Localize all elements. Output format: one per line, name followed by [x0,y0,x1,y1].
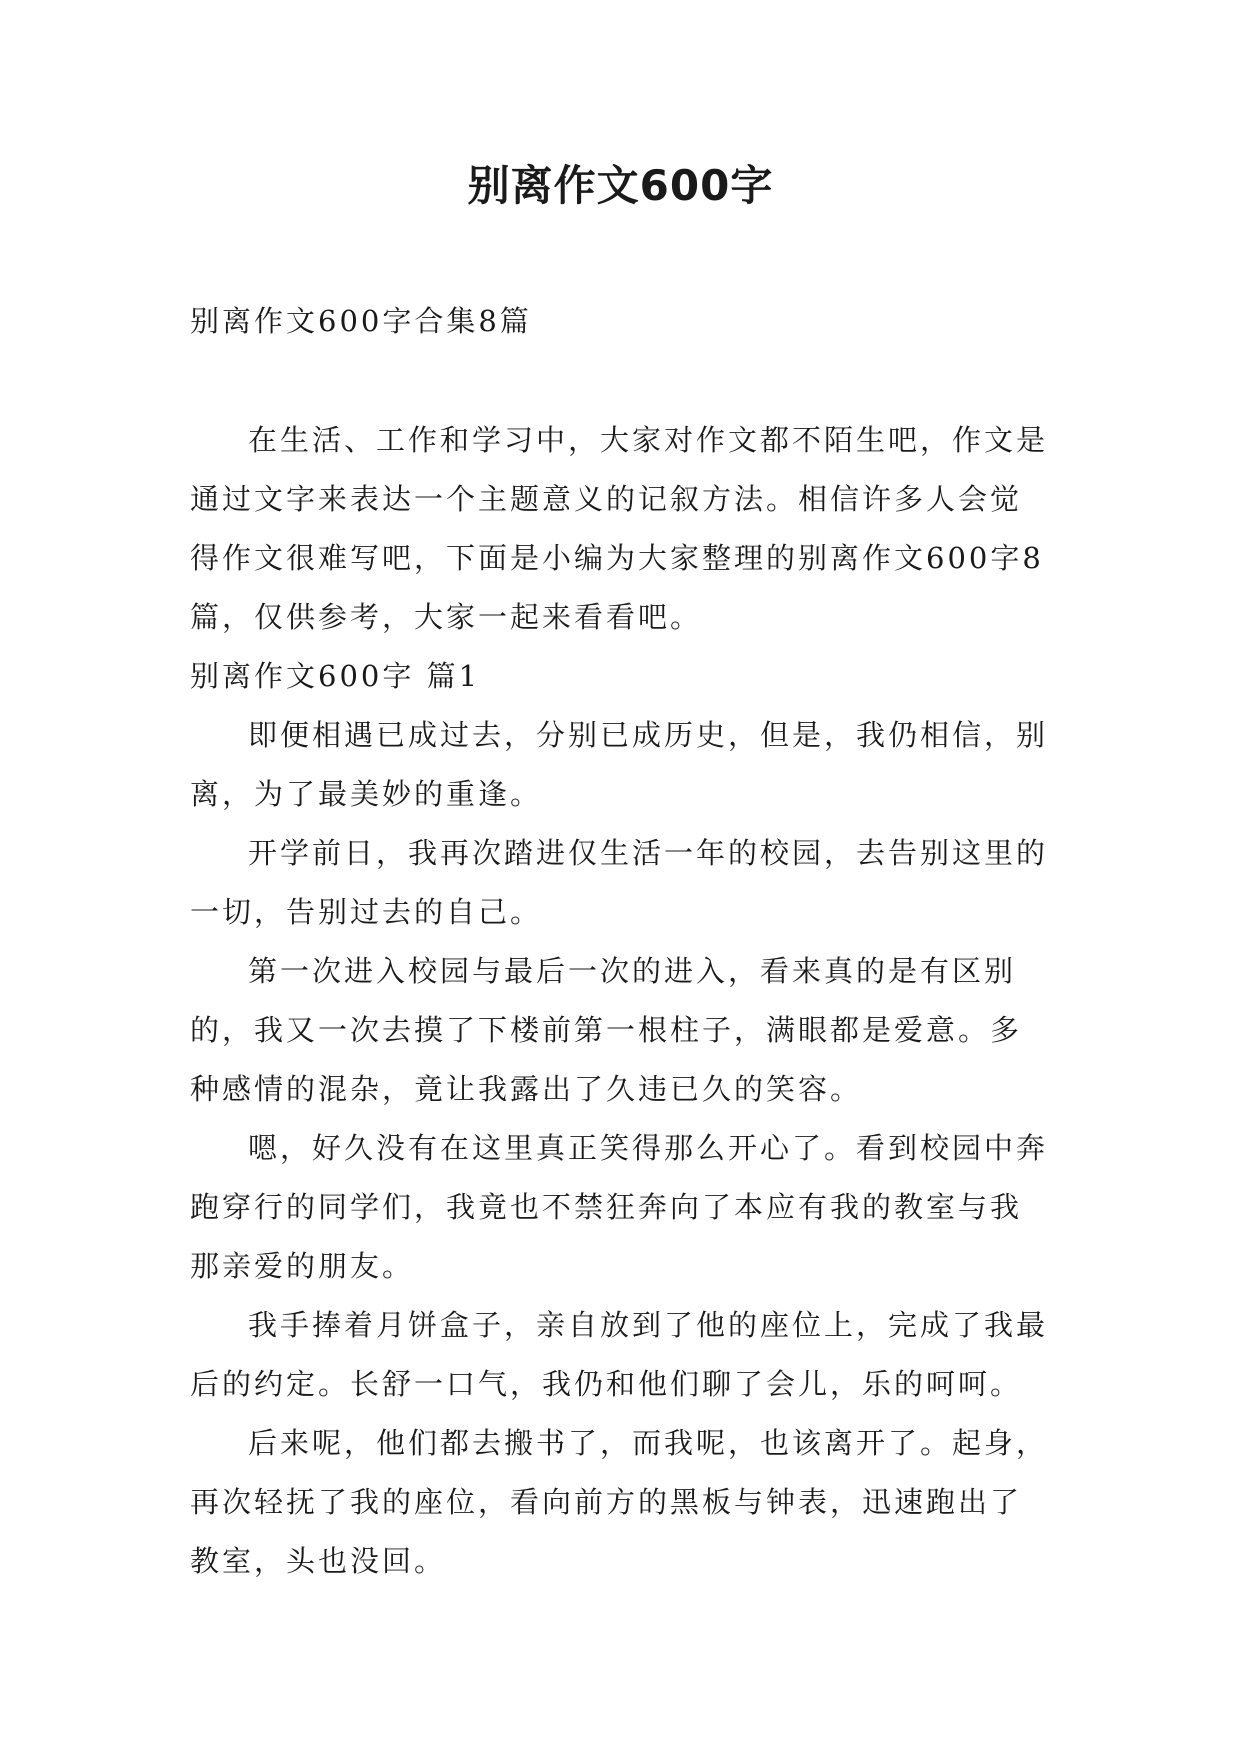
document-subtitle: 别离作文600字合集8篇 [190,304,532,338]
body-paragraph: 即便相遇已成过去，分别已成历史，但是，我仍相信，别离，为了最美妙的重逢。 [190,718,1049,811]
intro-paragraph: 在生活、工作和学习中，大家对作文都不陌生吧，作文是通过文字来表达一个主题意义的记叙方法。相信许多人会觉得作文很难写吧，下面是小编为大家整理的别离作文600字8篇，仅供参考，大家一起来看看吧。 [190,423,1049,634]
document-body [190,292,1050,1591]
section-heading: 别离作文600字 篇1 [190,659,481,693]
body-paragraph: 嗯，好久没有在这里真正笑得那么开心了。看到校园中奔跑穿行的同学们，我竟也不禁狂奔向了本应有我的教室与我那亲爱的朋友。 [190,1131,1049,1283]
document-title: 别离作文600字 [467,161,774,210]
body-paragraph: 后来呢，他们都去搬书了，而我呢，也该离开了。起身，再次轻抚了我的座位，看向前方的黑板与钟表，迅速跑出了教室，头也没回。 [190,1426,1049,1578]
body-paragraph: 开学前日，我再次踏进仅生活一年的校园，去告别这里的一切，告别过去的自己。 [190,836,1049,929]
body-paragraph: 我手捧着月饼盒子，亲自放到了他的座位上，完成了我最后的约定。长舒一口气，我仍和他们聊了会儿，乐的呵呵。 [190,1308,1049,1401]
body-paragraph: 第一次进入校园与最后一次的进入，看来真的是有区别的，我又一次去摸了下楼前第一根柱子，满眼都是爱意。多种感情的混杂，竟让我露出了久违已久的笑容。 [190,954,1023,1106]
